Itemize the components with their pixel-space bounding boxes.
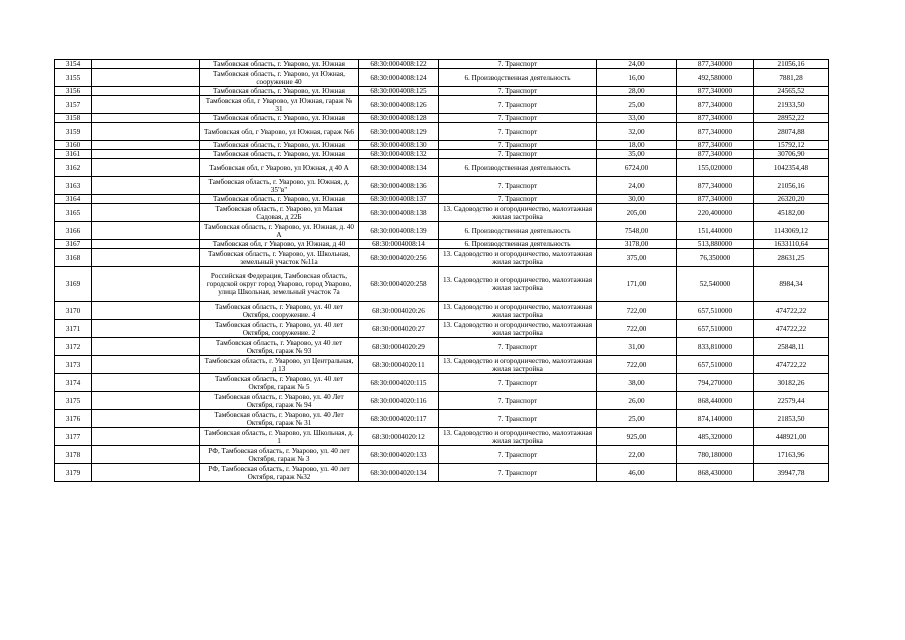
area-cell: 38,00 xyxy=(597,374,677,392)
cadastral-number-cell: 68:30:0004008:132 xyxy=(359,150,439,159)
area-cell: 24,00 xyxy=(597,177,677,195)
address-cell: Тамбовская область, г. Уварово, ул Центральная, д 13 xyxy=(200,356,359,374)
area-cell: 32,00 xyxy=(597,123,677,141)
specific-value-cell: 877,340000 xyxy=(677,141,754,150)
area-cell: 46,00 xyxy=(597,464,677,482)
area-cell: 33,00 xyxy=(597,114,677,123)
specific-value-cell: 780,180000 xyxy=(677,446,754,464)
table-row xyxy=(55,320,829,338)
address-cell: Тамбовская обл, г Уварово, ул Южная, гараж № 31 xyxy=(200,96,359,114)
area-cell: 26,00 xyxy=(597,392,677,410)
empty-cell xyxy=(92,177,200,195)
table-row xyxy=(55,204,829,222)
empty-cell xyxy=(92,114,200,123)
row-number-cell: 3168 xyxy=(55,249,92,267)
address-cell: Тамбовская область, г. Уварово, ул Южная, сооружение 40 xyxy=(200,69,359,87)
specific-value-cell: 877,340000 xyxy=(677,150,754,159)
address-cell: Тамбовская область, г. Уварово, ул. Южная, д. 35"в" xyxy=(200,177,359,195)
row-number-cell: 3177 xyxy=(55,428,92,446)
row-number-cell: 3179 xyxy=(55,464,92,482)
row-number-cell: 3161 xyxy=(55,150,92,159)
area-cell: 7548,00 xyxy=(597,222,677,240)
area-cell: 375,00 xyxy=(597,249,677,267)
cadastral-value-cell: 1042354,48 xyxy=(754,159,829,177)
area-cell: 205,00 xyxy=(597,204,677,222)
table-row xyxy=(55,302,829,320)
row-number-cell: 3167 xyxy=(55,240,92,249)
address-cell: РФ, Тамбовская область, г. Уварово, ул. 40 лет Октября, гараж №32 xyxy=(200,464,359,482)
address-cell: Тамбовская область, г. Уварово, ул. Южная xyxy=(200,141,359,150)
row-number-cell: 3170 xyxy=(55,302,92,320)
land-use-cell: 13. Садоводство и огородничество, малоэтажная жилая застройка xyxy=(439,302,597,320)
land-use-cell: 7. Транспорт xyxy=(439,87,597,96)
land-use-cell: 7. Транспорт xyxy=(439,123,597,141)
area-cell: 6724,00 xyxy=(597,159,677,177)
address-cell: Российская Федерация, Тамбовская область, городской округ город Уварово, город Уварово, улица Школьная, земельный участок 7а xyxy=(200,267,359,302)
empty-cell xyxy=(92,141,200,150)
land-use-cell: 13. Садоводство и огородничество, малоэтажная жилая застройка xyxy=(439,356,597,374)
cadastral-number-cell: 68:30:0004008:128 xyxy=(359,114,439,123)
land-use-cell: 7. Транспорт xyxy=(439,446,597,464)
table-row xyxy=(55,87,829,96)
row-number-cell: 3172 xyxy=(55,338,92,356)
specific-value-cell: 485,320000 xyxy=(677,428,754,446)
empty-cell xyxy=(92,249,200,267)
specific-value-cell: 492,580000 xyxy=(677,69,754,87)
cadastral-number-cell: 68:30:0004008:130 xyxy=(359,141,439,150)
cadastral-number-cell: 68:30:0004020:12 xyxy=(359,428,439,446)
specific-value-cell: 868,440000 xyxy=(677,392,754,410)
land-use-cell: 7. Транспорт xyxy=(439,464,597,482)
area-cell: 24,00 xyxy=(597,60,677,69)
table-row xyxy=(55,69,829,87)
row-number-cell: 3178 xyxy=(55,446,92,464)
empty-cell xyxy=(92,195,200,204)
address-cell: Тамбовская область, г. Уварово, ул. Школьная, д. 1 xyxy=(200,428,359,446)
cadastral-value-cell: 26320,20 xyxy=(754,195,829,204)
specific-value-cell: 76,350000 xyxy=(677,249,754,267)
row-number-cell: 3154 xyxy=(55,60,92,69)
cadastral-value-cell: 21933,50 xyxy=(754,96,829,114)
land-use-cell: 13. Садоводство и огородничество, малоэтажная жилая застройка xyxy=(439,204,597,222)
empty-cell xyxy=(92,69,200,87)
empty-cell xyxy=(92,446,200,464)
empty-cell xyxy=(92,356,200,374)
area-cell: 3178,00 xyxy=(597,240,677,249)
table-row xyxy=(55,392,829,410)
address-cell: Тамбовская обл, г Уварово, ул Южная, гараж №6 xyxy=(200,123,359,141)
cadastral-number-cell: 68:30:0004020:115 xyxy=(359,374,439,392)
row-number-cell: 3159 xyxy=(55,123,92,141)
cadastral-number-cell: 68:30:0004008:136 xyxy=(359,177,439,195)
table-row xyxy=(55,356,829,374)
specific-value-cell: 877,340000 xyxy=(677,114,754,123)
table-body xyxy=(55,60,829,482)
cadastral-value-cell: 1143069,12 xyxy=(754,222,829,240)
land-use-cell: 7. Транспорт xyxy=(439,410,597,428)
address-cell: Тамбовская область, г. Уварово, ул. 40 лет Октября, сооружение. 2 xyxy=(200,320,359,338)
specific-value-cell: 794,270000 xyxy=(677,374,754,392)
land-use-cell: 7. Транспорт xyxy=(439,114,597,123)
area-cell: 25,00 xyxy=(597,96,677,114)
row-number-cell: 3160 xyxy=(55,141,92,150)
cadastral-number-cell: 68:30:0004008:124 xyxy=(359,69,439,87)
area-cell: 28,00 xyxy=(597,87,677,96)
cadastral-value-cell: 448921,00 xyxy=(754,428,829,446)
cadastral-value-cell: 474722,22 xyxy=(754,356,829,374)
address-cell: Тамбовская область, г. Уварово, ул. 40 Лет Октября, гараж № 31 xyxy=(200,410,359,428)
empty-cell xyxy=(92,150,200,159)
area-cell: 30,00 xyxy=(597,195,677,204)
cadastral-value-cell: 28631,25 xyxy=(754,249,829,267)
cadastral-number-cell: 68:30:0004008:139 xyxy=(359,222,439,240)
address-cell: Тамбовская область, г. Уварово, ул. Южная xyxy=(200,195,359,204)
land-use-cell: 7. Транспорт xyxy=(439,392,597,410)
cadastral-value-cell: 28952,22 xyxy=(754,114,829,123)
table-row xyxy=(55,240,829,249)
cadastral-number-cell: 68:30:0004008:122 xyxy=(359,60,439,69)
cadastral-number-cell: 68:30:0004020:116 xyxy=(359,392,439,410)
cadastral-number-cell: 68:30:0004008:134 xyxy=(359,159,439,177)
empty-cell xyxy=(92,222,200,240)
table-row xyxy=(55,60,829,69)
specific-value-cell: 874,140000 xyxy=(677,410,754,428)
row-number-cell: 3156 xyxy=(55,87,92,96)
empty-cell xyxy=(92,428,200,446)
table-row xyxy=(55,249,829,267)
cadastral-number-cell: 68:30:0004020:29 xyxy=(359,338,439,356)
empty-cell xyxy=(92,410,200,428)
cadastral-value-cell: 22579,44 xyxy=(754,392,829,410)
row-number-cell: 3162 xyxy=(55,159,92,177)
land-use-cell: 6. Производственная деятельность xyxy=(439,69,597,87)
row-number-cell: 3164 xyxy=(55,195,92,204)
cadastral-number-cell: 68:30:0004020:133 xyxy=(359,446,439,464)
land-use-cell: 6. Производственная деятельность xyxy=(439,240,597,249)
table-row xyxy=(55,123,829,141)
cadastral-value-cell: 25848,11 xyxy=(754,338,829,356)
specific-value-cell: 657,510000 xyxy=(677,320,754,338)
row-number-cell: 3174 xyxy=(55,374,92,392)
specific-value-cell: 877,340000 xyxy=(677,87,754,96)
address-cell: Тамбовская область, г. Уварово, ул. Южная, д. 40 А xyxy=(200,222,359,240)
specific-value-cell: 877,340000 xyxy=(677,123,754,141)
area-cell: 171,00 xyxy=(597,267,677,302)
cadastral-value-cell: 30182,26 xyxy=(754,374,829,392)
cadastral-value-cell: 30706,90 xyxy=(754,150,829,159)
specific-value-cell: 220,400000 xyxy=(677,204,754,222)
area-cell: 18,00 xyxy=(597,141,677,150)
area-cell: 722,00 xyxy=(597,320,677,338)
cadastral-value-cell: 21056,16 xyxy=(754,177,829,195)
address-cell: Тамбовская область, г. Уварово, ул. Южная xyxy=(200,114,359,123)
empty-cell xyxy=(92,464,200,482)
empty-cell xyxy=(92,87,200,96)
table-row xyxy=(55,96,829,114)
land-use-cell: 7. Транспорт xyxy=(439,141,597,150)
cadastral-value-cell: 45182,00 xyxy=(754,204,829,222)
cadastral-value-cell: 28074,88 xyxy=(754,123,829,141)
specific-value-cell: 52,540000 xyxy=(677,267,754,302)
address-cell: Тамбовская область, г. Уварово, ул. Школьная, земельный участок №11а xyxy=(200,249,359,267)
row-number-cell: 3169 xyxy=(55,267,92,302)
table-row xyxy=(55,464,829,482)
specific-value-cell: 833,810000 xyxy=(677,338,754,356)
area-cell: 25,00 xyxy=(597,410,677,428)
table-row xyxy=(55,338,829,356)
table-row xyxy=(55,141,829,150)
area-cell: 925,00 xyxy=(597,428,677,446)
table-row xyxy=(55,177,829,195)
specific-value-cell: 151,440000 xyxy=(677,222,754,240)
cadastral-value-cell: 474722,22 xyxy=(754,320,829,338)
empty-cell xyxy=(92,302,200,320)
cadastral-value-cell: 7881,28 xyxy=(754,69,829,87)
empty-cell xyxy=(92,374,200,392)
area-cell: 22,00 xyxy=(597,446,677,464)
row-number-cell: 3165 xyxy=(55,204,92,222)
table-row xyxy=(55,222,829,240)
cadastral-value-cell: 24565,52 xyxy=(754,87,829,96)
table-row xyxy=(55,150,829,159)
row-number-cell: 3176 xyxy=(55,410,92,428)
cadastral-number-cell: 68:30:0004008:125 xyxy=(359,87,439,96)
empty-cell xyxy=(92,240,200,249)
land-use-cell: 13. Садоводство и огородничество, малоэтажная жилая застройка xyxy=(439,428,597,446)
cadastral-number-cell: 68:30:0004020:27 xyxy=(359,320,439,338)
cadastral-value-cell: 21056,16 xyxy=(754,60,829,69)
empty-cell xyxy=(92,123,200,141)
cadastral-number-cell: 68:30:0004020:256 xyxy=(359,249,439,267)
land-use-cell: 13. Садоводство и огородничество, малоэтажная жилая застройка xyxy=(439,267,597,302)
address-cell: Тамбовская область, г. Уварово, ул Малая Садовая, д 22Б xyxy=(200,204,359,222)
empty-cell xyxy=(92,392,200,410)
land-use-cell: 7. Транспорт xyxy=(439,177,597,195)
table-row xyxy=(55,374,829,392)
cadastral-value-cell: 39947,78 xyxy=(754,464,829,482)
area-cell: 722,00 xyxy=(597,356,677,374)
address-cell: Тамбовская обл, г Уварово, ул Южная, д 40 А xyxy=(200,159,359,177)
cadastral-value-cell: 474722,22 xyxy=(754,302,829,320)
cadastral-number-cell: 68:30:0004020:11 xyxy=(359,356,439,374)
land-register-table xyxy=(54,59,829,482)
area-cell: 31,00 xyxy=(597,338,677,356)
land-use-cell: 7. Транспорт xyxy=(439,150,597,159)
address-cell: Тамбовская область, г. Уварово, ул. Южная xyxy=(200,87,359,96)
specific-value-cell: 877,340000 xyxy=(677,195,754,204)
address-cell: Тамбовская область, г. Уварово, ул. Южная xyxy=(200,150,359,159)
cadastral-number-cell: 68:30:0004008:138 xyxy=(359,204,439,222)
land-use-cell: 7. Транспорт xyxy=(439,374,597,392)
empty-cell xyxy=(92,320,200,338)
address-cell: Тамбовская обл, г Уварово, ул Южная, д 40 xyxy=(200,240,359,249)
cadastral-value-cell: 17163,96 xyxy=(754,446,829,464)
cadastral-number-cell: 68:30:0004020:134 xyxy=(359,464,439,482)
cadastral-number-cell: 68:30:0004020:117 xyxy=(359,410,439,428)
table-row xyxy=(55,446,829,464)
empty-cell xyxy=(92,338,200,356)
cadastral-value-cell: 15792,12 xyxy=(754,141,829,150)
empty-cell xyxy=(92,267,200,302)
specific-value-cell: 155,020000 xyxy=(677,159,754,177)
cadastral-number-cell: 68:30:0004008:129 xyxy=(359,123,439,141)
address-cell: Тамбовская область, г. Уварово, ул. 40 лет Октября, гараж № 5 xyxy=(200,374,359,392)
land-use-cell: 7. Транспорт xyxy=(439,338,597,356)
land-use-cell: 7. Транспорт xyxy=(439,96,597,114)
table-row xyxy=(55,159,829,177)
address-cell: Тамбовская область, г. Уварово, ул 40 лет Октября, гараж № 93 xyxy=(200,338,359,356)
row-number-cell: 3166 xyxy=(55,222,92,240)
empty-cell xyxy=(92,204,200,222)
area-cell: 16,00 xyxy=(597,69,677,87)
row-number-cell: 3171 xyxy=(55,320,92,338)
row-number-cell: 3155 xyxy=(55,69,92,87)
address-cell: Тамбовская область, г. Уварово, ул. 40 Лет Октября, гараж № 94 xyxy=(200,392,359,410)
cadastral-number-cell: 68:30:0004008:14 xyxy=(359,240,439,249)
table-row xyxy=(55,267,829,302)
specific-value-cell: 657,510000 xyxy=(677,302,754,320)
table-row xyxy=(55,410,829,428)
table-row xyxy=(55,114,829,123)
row-number-cell: 3157 xyxy=(55,96,92,114)
table-row xyxy=(55,428,829,446)
land-use-cell: 7. Транспорт xyxy=(439,195,597,204)
row-number-cell: 3158 xyxy=(55,114,92,123)
specific-value-cell: 877,340000 xyxy=(677,60,754,69)
land-use-cell: 7. Транспорт xyxy=(439,60,597,69)
area-cell: 35,00 xyxy=(597,150,677,159)
specific-value-cell: 877,340000 xyxy=(677,177,754,195)
row-number-cell: 3173 xyxy=(55,356,92,374)
empty-cell xyxy=(92,96,200,114)
area-cell: 722,00 xyxy=(597,302,677,320)
table-row xyxy=(55,195,829,204)
address-cell: РФ, Тамбовская область, г. Уварово, ул. 40 лет Октября, гараж № 3 xyxy=(200,446,359,464)
land-use-cell: 13. Садоводство и огородничество, малоэтажная жилая застройка xyxy=(439,320,597,338)
cadastral-number-cell: 68:30:0004008:137 xyxy=(359,195,439,204)
specific-value-cell: 877,340000 xyxy=(677,96,754,114)
specific-value-cell: 513,880000 xyxy=(677,240,754,249)
specific-value-cell: 868,430000 xyxy=(677,464,754,482)
row-number-cell: 3175 xyxy=(55,392,92,410)
cadastral-number-cell: 68:30:0004020:258 xyxy=(359,267,439,302)
empty-cell xyxy=(92,60,200,69)
cadastral-number-cell: 68:30:0004008:126 xyxy=(359,96,439,114)
address-cell: Тамбовская область, г. Уварово, ул. 40 лет Октября, сооружение. 4 xyxy=(200,302,359,320)
land-use-cell: 6. Производственная деятельность xyxy=(439,159,597,177)
cadastral-value-cell: 8984,34 xyxy=(754,267,829,302)
cadastral-value-cell: 21853,50 xyxy=(754,410,829,428)
specific-value-cell: 657,510000 xyxy=(677,356,754,374)
address-cell: Тамбовская область, г. Уварово, ул. Южная xyxy=(200,60,359,69)
land-use-cell: 6. Производственная деятельность xyxy=(439,222,597,240)
empty-cell xyxy=(92,159,200,177)
land-use-cell: 13. Садоводство и огородничество, малоэтажная жилая застройка xyxy=(439,249,597,267)
row-number-cell: 3163 xyxy=(55,177,92,195)
cadastral-number-cell: 68:30:0004020:26 xyxy=(359,302,439,320)
cadastral-value-cell: 1633110,64 xyxy=(754,240,829,249)
